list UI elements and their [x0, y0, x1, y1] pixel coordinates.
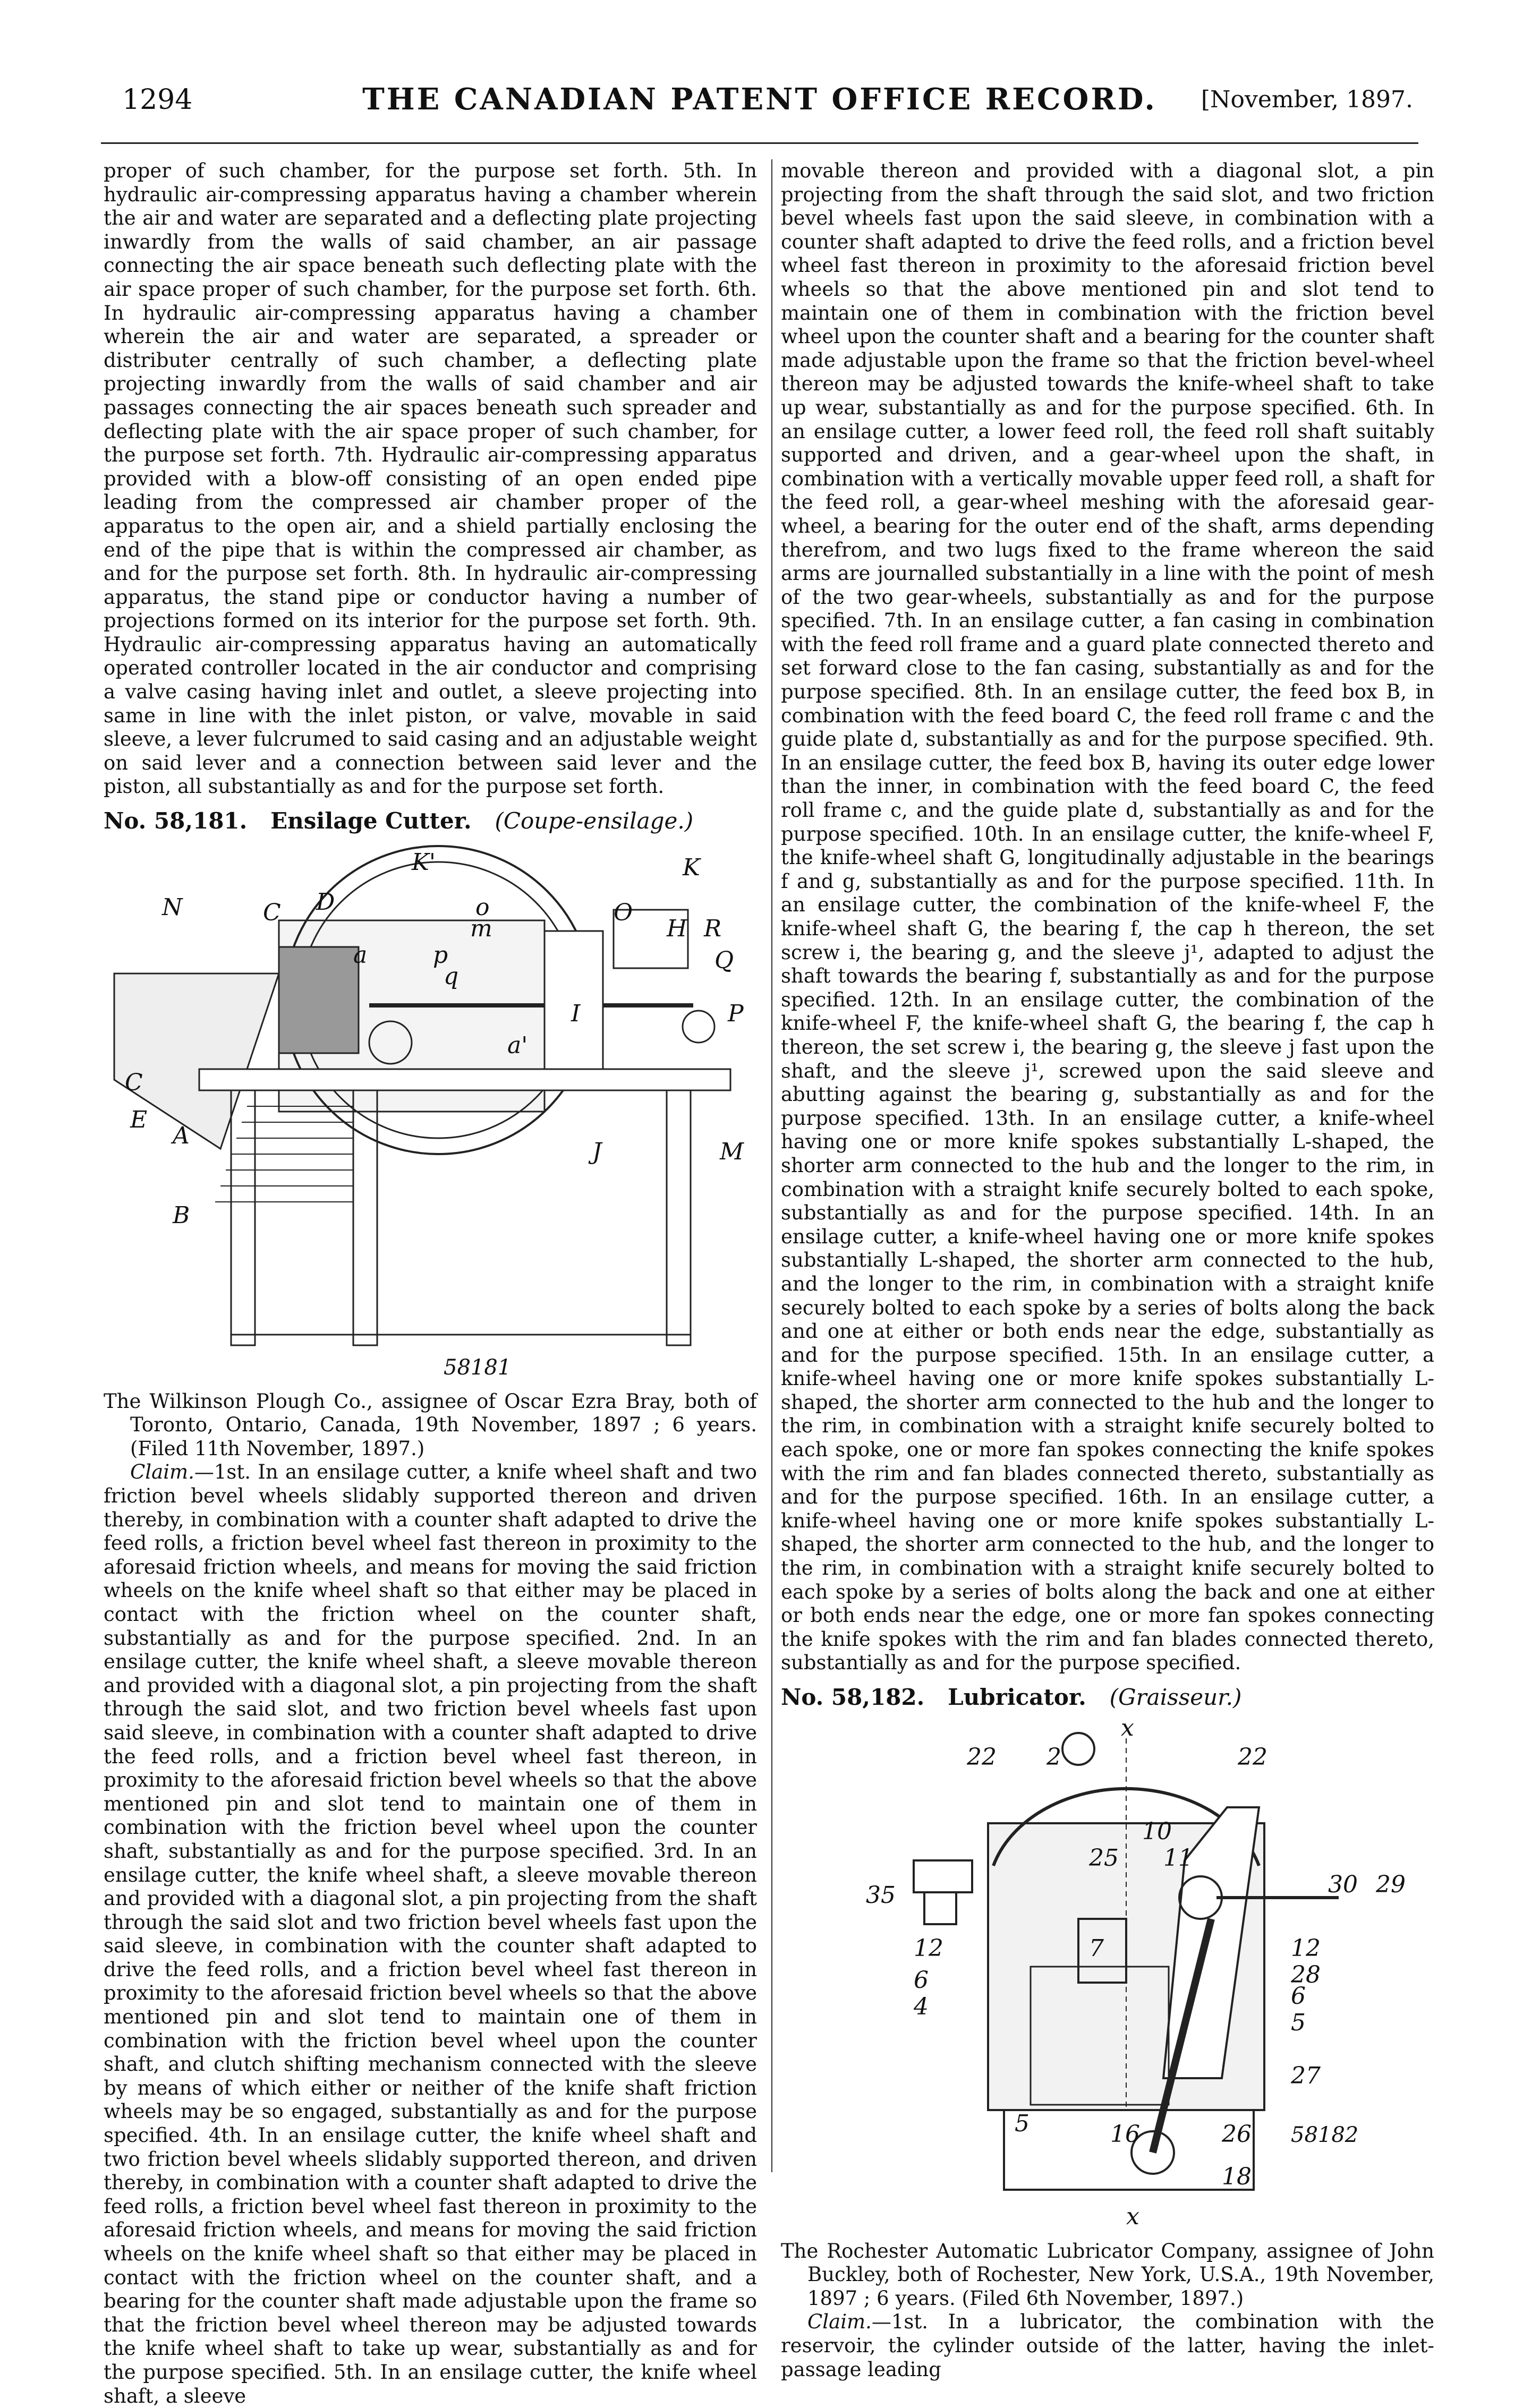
fig2-label-11: 11	[1163, 1844, 1193, 1872]
fig1-label-q-small: q	[444, 962, 459, 990]
fig1-label-a-small: a	[353, 941, 368, 969]
header-rule	[101, 142, 1418, 144]
claims-58181	[104, 1461, 757, 2408]
patent-title: Ensilage Cutter.	[270, 808, 472, 834]
lubricator-figure	[781, 1717, 1434, 2232]
fig1-label-o-small: o	[475, 893, 490, 921]
claim-label: Claim.	[130, 1461, 194, 1484]
assignee-58182: The Rochester Automatic Lubricator Company, assignee of John Buckley, both of Rochester, New York, U.S.A., 19th November, 1897 ; 6 years. (Filed 6th November, 1897.)	[781, 2239, 1434, 2310]
fig1-number: 58181	[444, 1355, 512, 1380]
fig2-label-26: 26	[1222, 2120, 1252, 2148]
fig1-label-m-small: m	[470, 915, 492, 942]
fig2-label-30: 30	[1328, 1871, 1358, 1898]
fig1-label-m: M	[720, 1138, 744, 1165]
page-number: 1294	[122, 84, 193, 116]
fig2-label-6-right: 6	[1291, 1982, 1306, 2010]
patent-french-title: (Coupe-ensilage.)	[495, 808, 694, 834]
fig2-label-12-left: 12	[914, 1934, 943, 1962]
fig1-label-o: O	[614, 899, 633, 926]
assignee-58181: The Wilkinson Plough Co., assignee of Oscar Ezra Bray, both of Toronto, Ontario, Canada, 19th November, 1897 ; 6 years. (Filed 11th November, 1897.)	[104, 1389, 757, 1460]
patent-heading-58181	[104, 809, 757, 833]
patent-number: No. 58,182.	[781, 1684, 925, 1710]
patent-heading-58182	[781, 1686, 1434, 1710]
fig1-label-c-lower: C	[125, 1069, 143, 1096]
fig2-label-5-right: 5	[1291, 2009, 1306, 2036]
fig2-label-27: 27	[1291, 2062, 1321, 2089]
fig2-label-16: 16	[1110, 2120, 1140, 2148]
fig2-label-5-left: 5	[1015, 2110, 1029, 2137]
continued-claims: movable thereon and provided with a diagonal slot, a pin projecting from the shaft through the said slot, and two friction bevel wheels fast upon the said sleeve, in combination with a counter shaft adapted to drive the feed rolls, and a friction bevel wheel fast thereon in proximity to the aforesaid friction bevel wheels so that the above mentioned pin and slot tend to maintain one of them in combination with the friction bevel wheel upon the counter shaft and a bearing for the counter shaft made adjustable upon the frame so that the friction bevel-wheel thereon may be adjusted towards the knife-wheel shaft to take up wear, substantially as and for the purpose specified. 6th. In an ensilage cutter, a lower feed roll, the feed roll shaft suitably supported and driven, and a gear-wheel upon the shaft, in combination with a vertically movable upper feed roll, a shaft for the feed roll, a gear-wheel meshing with the aforesaid gear-wheel, a bearing for the outer end of the shaft, arms depending therefrom, and two lugs fixed to the frame whereon the said arms are journalled substantially in a line with the point of mesh of the two gear-wheels, substantially as and for the purpose specified. 7th. In an ensilage cutter, a fan casing in combination with the feed roll frame and a guard plate connected thereto and set forward close to the fan casing, substantially as and for the purpose specified. 8th. In an ensilage cutter, the feed box B, in combination with the feed board C, the feed roll frame c and the guide plate d, substantially as and for the purpose specified. 9th. In an ensilage cutter, the feed box B, having its outer edge lower than the inner, in combination with the feed board C, the feed roll frame c, and the guide plate d, substantially as and for the purpose specified. 10th. In an ensilage cutter, the knife-wheel F, the knife-wheel shaft G, longitudinally adjustable in the bearings f and g, substantially as and for the purpose specified. 11th. In an ensilage cutter, the combination of the knife-wheel F, the knife-wheel shaft G, the bearing f, the cap h thereon, the set screw i, the bearing g, and the sleeve j¹, adapted to adjust the shaft towards the bearing f, substantially as and for the purpose specified. 12th. In an ensilage cutter, the combination of the knife-wheel F, the knife-wheel shaft G, the bearing f, the cap h thereon, the set screw i, the bearing g, the sleeve j fast upon the shaft, and the sleeve j¹, screwed upon the said sleeve and abutting against the bearing g, substantially as and for the purpose specified. 13th. In an ensilage cutter, a knife-wheel having one or more knife spokes substantially L-shaped, the shorter arm connected to the hub and the longer to the rim, in combination with a straight knife securely bolted to each spoke, substantially as and for the purpose specified. 14th. In an ensilage cutter, a knife-wheel having one or more knife spokes substantially L-shaped, the shorter arm connected to the hub, and the longer to the rim, in combination with a straight knife securely bolted to each spoke by a series of bolts along the back and one at either or both ends near the edge, substantially as and for the purpose specified. 15th. In an ensilage cutter, a knife-wheel having one or more knife spokes substantially L-shaped, the shorter arm connected to the hub and the longer to the rim, in combination with a straight knife securely bolted to each spoke, one or more fan spokes connecting the knife spokes with the rim and fan blades connected thereto, substantially as and for the purpose specified. 16th. In an ensilage cutter, a knife-wheel having one or more knife spokes substantially L-shaped, the shorter arm connected to the hub, and the longer to the rim, in combination with a straight knife securely bolted to each spoke by a series of bolts along the back and one at either or both ends near the edge, one or more fan spokes connecting the knife spokes with the rim and fan blades connected thereto, substantially as and for the purpose specified.	[781, 159, 1434, 1675]
fig2-label-28: 28	[1291, 1961, 1321, 1988]
fig1-label-k-prime: K'	[412, 848, 436, 876]
fig2-label-29: 29	[1376, 1871, 1406, 1898]
fig2-label-10: 10	[1142, 1817, 1172, 1845]
fig2-label-7: 7	[1089, 1934, 1104, 1962]
claim-text: —1st. In a lubricator, the combination with the reservoir, the cylinder outside of the latter, having the inlet-passage leading	[781, 2310, 1434, 2381]
fig2-label-12-right: 12	[1291, 1934, 1321, 1962]
patent-number: No. 58,181.	[104, 808, 248, 834]
fig2-number: 58182	[1291, 2122, 1359, 2147]
column-divider	[771, 159, 772, 2172]
fig1-label-i: I	[571, 1000, 581, 1027]
fig2-label-22-left: 22	[967, 1743, 997, 1771]
continued-claims: proper of such chamber, for the purpose set forth. 5th. In hydraulic air-compressing apparatus having a chamber wherein the air and water are separated and a deflecting plate projecting inwardly from the walls of said chamber, an air passage connecting the air space beneath such deflecting plate with the air space proper of such chamber, for the purpose set forth. 6th. In hydraulic air-compressing apparatus having a chamber wherein the air and water are separated, a spreader or distributer centrally of such chamber, a deflecting plate projecting inwardly from the walls of said chamber and air passages connecting the air spaces beneath such spreader and deflecting plate with the air space proper of such chamber, for the purpose set forth. 7th. Hydraulic air-compressing apparatus provided with a blow-off consisting of an open ended pipe leading from the compressed air chamber proper of the apparatus to the open air, and a shield partially enclosing the end of the pipe that is within the compressed air chamber, as and for the purpose set forth. 8th. In hydraulic air-compressing apparatus, the stand pipe or conductor having a number of projections formed on its interior for the purpose set forth. 9th. Hydraulic air-compressing apparatus having an automatically operated controller located in the air conductor and comprising a valve casing having inlet and outlet, a sleeve projecting into same in line with the inlet piston, or valve, movable in said sleeve, a lever fulcrumed to said casing and an adjustable weight on said lever and a connection between said lever and the piston, all substantially as and for the purpose set forth.	[104, 159, 757, 798]
page-header	[101, 79, 1418, 121]
fig1-label-e: E	[130, 1106, 148, 1133]
fig2-label-25: 25	[1089, 1844, 1119, 1872]
fig1-label-c: C	[263, 899, 281, 926]
fig2-label-2: 2	[1046, 1743, 1061, 1771]
fig1-label-j: J	[592, 1138, 602, 1165]
fig1-label-a-prime: a'	[507, 1031, 528, 1059]
fig2-label-22-right: 22	[1238, 1743, 1267, 1771]
fig1-label-r: R	[704, 915, 722, 942]
fig1-label-p: P	[728, 1000, 744, 1027]
patent-french-title: (Graisseur.)	[1109, 1684, 1242, 1710]
fig2-label-18: 18	[1222, 2163, 1252, 2190]
claims-58182	[781, 2310, 1434, 2381]
fig2-label-6-left: 6	[914, 1966, 929, 1994]
right-column	[781, 159, 1434, 2381]
patent-title: Lubricator.	[948, 1684, 1086, 1710]
fig2-label-4: 4	[914, 1993, 929, 2020]
page-title: THE CANADIAN PATENT OFFICE RECORD.	[362, 82, 1157, 117]
left-column	[104, 159, 757, 2408]
fig1-label-a: A	[173, 1122, 190, 1149]
fig2-label-x-top: x	[1121, 1717, 1134, 1741]
issue-date: [November, 1897.	[1201, 86, 1413, 113]
ensilage-cutter-figure	[104, 841, 757, 1382]
claim-text: —1st. In an ensilage cutter, a knife wheel shaft and two friction bevel wheels slidably supported thereon and driven thereby, in combination with a counter shaft adapted to drive the feed rolls, a friction bevel wheel fast thereon in proximity to the aforesaid friction wheels, and means for moving the said friction wheels on the knife wheel shaft so that either may be placed in contact with the friction wheel on the counter shaft, substantially as and for the purpose specified. 2nd. In an ensilage cutter, the knife wheel shaft, a sleeve movable thereon and provided with a diagonal slot, a pin projecting from the shaft through the said slot, and two friction bevel wheels fast upon said sleeve, in combination with a counter shaft adapted to drive the feed rolls, and a friction bevel wheel fast thereon, in proximity to the aforesaid friction bevel wheels so that the above mentioned pin and slot tend to maintain one of them in combination with the friction bevel wheel upon the counter shaft, substantially as and for the purpose specified. 3rd. In an ensilage cutter, the knife wheel shaft, a sleeve movable thereon and provided with a diagonal slot, a pin projecting from the shaft through the said slot and two friction bevel wheels fast upon the said sleeve, in combination with the counter shaft adapted to drive the feed rolls, and a friction bevel wheel fast thereon in proximity to the aforesaid friction bevel wheels so that the above mentioned pin and slot tend to maintain one of them in combination with the friction bevel wheel upon the counter shaft, and clutch shifting mechanism connected with the sleeve by means of which either or neither of the knife shaft friction wheels may be so engaged, substantially as and for the purpose specified. 4th. In an ensilage cutter, the knife wheel shaft and two friction bevel wheels slidably supported thereon, and driven thereby, in combination with a counter shaft adapted to drive the feed rolls, a friction bevel wheel fast thereon in proximity to the aforesaid friction wheels, and means for moving the said friction wheels on the knife wheel shaft so that either may be placed in contact with the friction wheel on the counter shaft, and a bearing for the counter shaft made adjustable upon the frame so that the friction bevel wheel thereon may be adjusted towards the knife wheel shaft to take up wear, substantially as and for the purpose specified. 5th. In an ensilage cutter, the knife wheel shaft, a sleeve	[104, 1461, 757, 2407]
fig1-label-q: Q	[714, 946, 734, 974]
ensilage-cutter-drawing	[104, 841, 757, 1382]
fig1-label-n: N	[162, 893, 183, 921]
fig2-label-35: 35	[866, 1881, 896, 1909]
lubricator-drawing	[781, 1717, 1434, 2232]
fig1-label-d: D	[316, 888, 335, 916]
fig2-label-x-bottom: x	[1126, 2202, 1139, 2230]
claim-label: Claim.	[807, 2310, 872, 2334]
fig1-label-b: B	[173, 1201, 190, 1229]
fig1-label-p-small: p	[433, 941, 448, 969]
fig1-label-h: H	[667, 915, 687, 942]
fig1-label-k: K	[683, 853, 700, 881]
